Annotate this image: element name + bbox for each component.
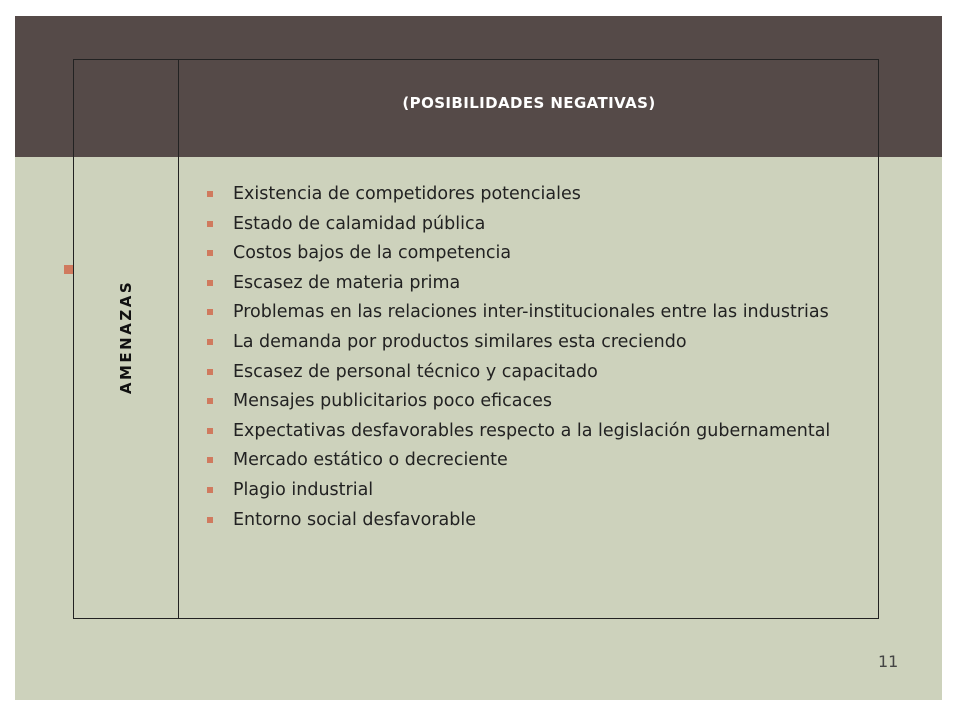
column-divider <box>178 59 179 619</box>
bullet-square-icon <box>207 428 213 434</box>
list-item <box>205 328 865 358</box>
list-item-text: Escasez de personal técnico y capacitado <box>233 361 598 382</box>
bullet-square-icon <box>207 221 213 227</box>
list-item-text: Problemas en las relaciones inter-institucionales entre las industrias <box>233 302 829 323</box>
header-title: (POSIBILIDADES NEGATIVAS) <box>402 94 656 112</box>
list-item-text: Mensajes publicitarios poco eficaces <box>233 391 552 412</box>
bullet-square-icon <box>207 398 213 404</box>
list-item <box>205 239 865 269</box>
list-item <box>205 210 865 240</box>
bullet-square-icon <box>207 457 213 463</box>
bullet-square-icon <box>207 191 213 197</box>
list-item-text: Escasez de materia prima <box>233 272 461 293</box>
list-item <box>205 506 865 536</box>
list-item-text: Plagio industrial <box>233 479 374 500</box>
bullet-square-icon <box>207 280 213 286</box>
bullet-square-icon <box>207 339 213 345</box>
page-number: 11 <box>878 652 899 671</box>
bullet-square-icon <box>207 250 213 256</box>
list-item-text: La demanda por productos similares esta creciendo <box>233 331 687 352</box>
list-item <box>205 417 865 447</box>
list-item-text: Costos bajos de la competencia <box>233 243 512 264</box>
bullet-square-icon <box>207 369 213 375</box>
list-item-text: Expectativas desfavorables respecto a la legislación gubernamental <box>233 420 831 441</box>
list-item-text: Entorno social desfavorable <box>233 509 477 530</box>
list-item <box>205 476 865 506</box>
list-item-text: Mercado estático o decreciente <box>233 450 508 471</box>
list-item-text: Estado de calamidad pública <box>233 213 486 234</box>
list-item-text: Existencia de competidores potenciales <box>233 184 581 204</box>
threats-list <box>205 180 865 535</box>
bullet-square-icon <box>207 487 213 493</box>
bullet-square-icon <box>207 309 213 315</box>
side-label-amenazas: AMENAZAS <box>117 279 135 395</box>
list-item <box>205 358 865 388</box>
list-item <box>205 298 865 328</box>
list-item <box>205 387 865 417</box>
bullet-marker <box>64 265 73 274</box>
list-item <box>205 180 865 210</box>
list-item <box>205 269 865 299</box>
list-item <box>205 446 865 476</box>
bullet-square-icon <box>207 517 213 523</box>
